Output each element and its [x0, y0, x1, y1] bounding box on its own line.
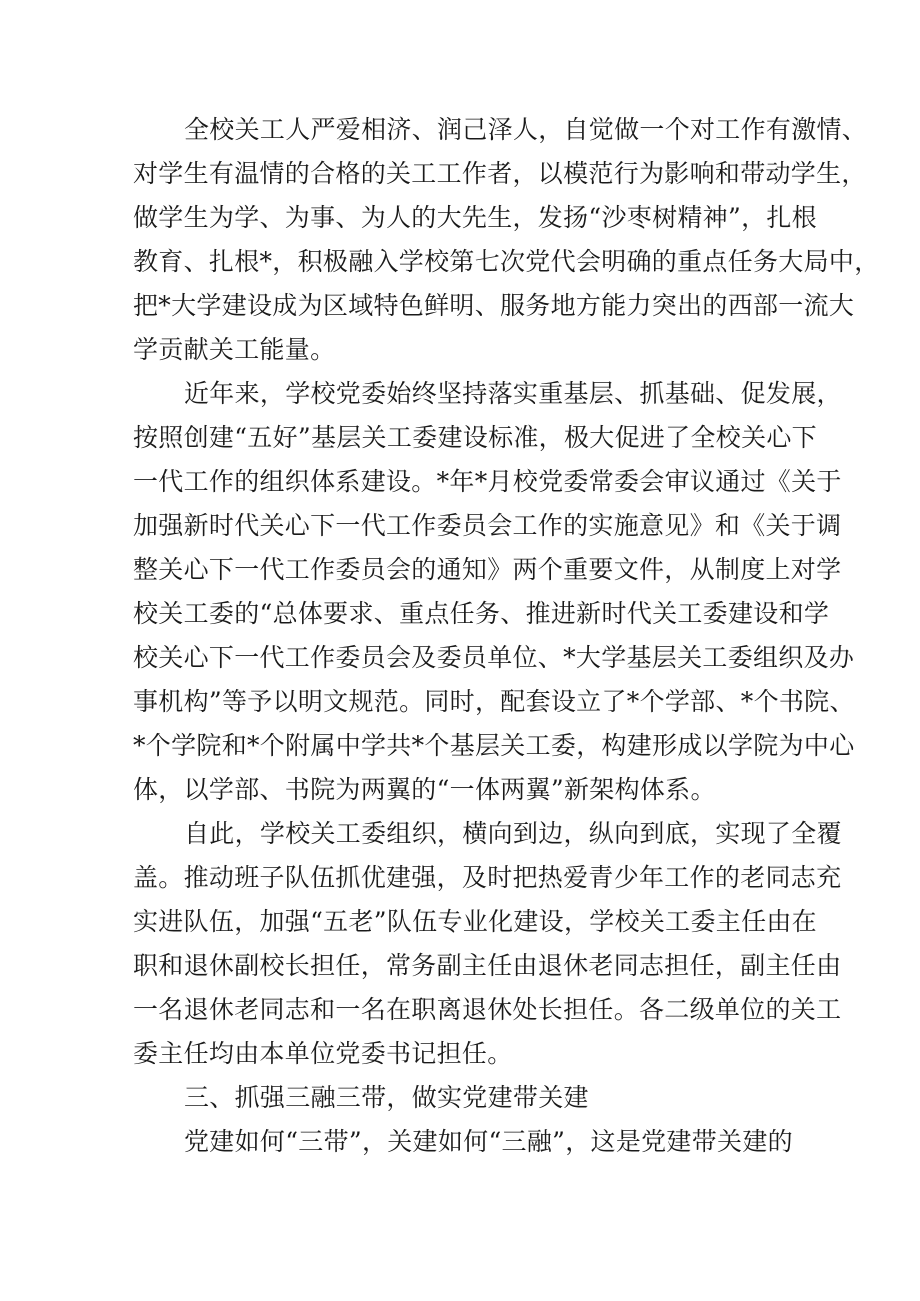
paragraph-3-line-1: 自此，学校关工委组织，横向到边，纵向到底，实现了全覆: [184, 819, 842, 848]
paragraph-2-line-1: 近年来，学校党委始终坚持落实重基层、抓基础、促发展，: [184, 379, 842, 408]
paragraph-3-line-3: 实进队伍，加强“五老”队伍专业化建设，学校关工委主任由在: [133, 907, 817, 936]
paragraph-1-line-4: 教育、扎根*，积极融入学校第七次党代会明确的重点任务大局中，: [133, 247, 880, 276]
paragraph-2-line-9: *个学院和*个附属中学共*个基层关工委，构建形成以学院为中心: [133, 731, 855, 760]
paragraph-2-line-7: 校关心下一代工作委员会及委员单位、*大学基层关工委组织及办: [133, 643, 855, 672]
paragraph-2-line-10: 体，以学部、书院为两翼的“一体两翼”新架构体系。: [133, 775, 716, 804]
section-heading: 三、抓强三融三带，做实党建带关建: [184, 1083, 589, 1112]
paragraph-4-line-1: 党建如何“三带”，关建如何“三融”，这是党建带关建的: [184, 1127, 793, 1156]
paragraph-3-line-6: 委主任均由本单位党委书记担任。: [133, 1039, 513, 1068]
paragraph-1-line-5: 把*大学建设成为区域特色鲜明、服务地方能力突出的西部一流大: [133, 291, 855, 320]
paragraph-1-line-3: 做学生为学、为事、为人的大先生，发扬“沙枣树精神”，扎根: [133, 203, 817, 232]
paragraph-1-line-1: 全校关工人严爱相济、润己泽人，自觉做一个对工作有激情、: [184, 115, 868, 144]
paragraph-1-line-2: 对学生有温情的合格的关工工作者，以模范行为影响和带动学生，: [133, 159, 867, 188]
paragraph-2-line-3: 一代工作的组织体系建设。*年*月校党委常委会审议通过《关于: [133, 467, 842, 496]
paragraph-2-line-8: 事机构”等予以明文规范。同时，配套设立了*个学部、*个书院、: [133, 687, 855, 716]
paragraph-1-line-6: 学贡献关工能量。: [133, 335, 336, 364]
paragraph-2-line-6: 校关工委的“总体要求、重点任务、推进新时代关工委建设和学: [133, 599, 830, 628]
paragraph-3-line-2: 盖。推动班子队伍抓优建强，及时把热爱青少年工作的老同志充: [133, 863, 842, 892]
paragraph-2-line-2: 按照创建“五好”基层关工委建设标准，极大促进了全校关心下: [133, 423, 817, 452]
paragraph-2-line-4: 加强新时代关心下一代工作委员会工作的实施意见》和《关于调: [133, 511, 842, 540]
paragraph-3-line-5: 一名退休老同志和一名在职离退休处长担任。各二级单位的关工: [133, 995, 842, 1024]
paragraph-2-line-5: 整关心下一代工作委员会的通知》两个重要文件，从制度上对学: [133, 555, 842, 584]
paragraph-3-line-4: 职和退休副校长担任，常务副主任由退休老同志担任，副主任由: [133, 951, 842, 980]
